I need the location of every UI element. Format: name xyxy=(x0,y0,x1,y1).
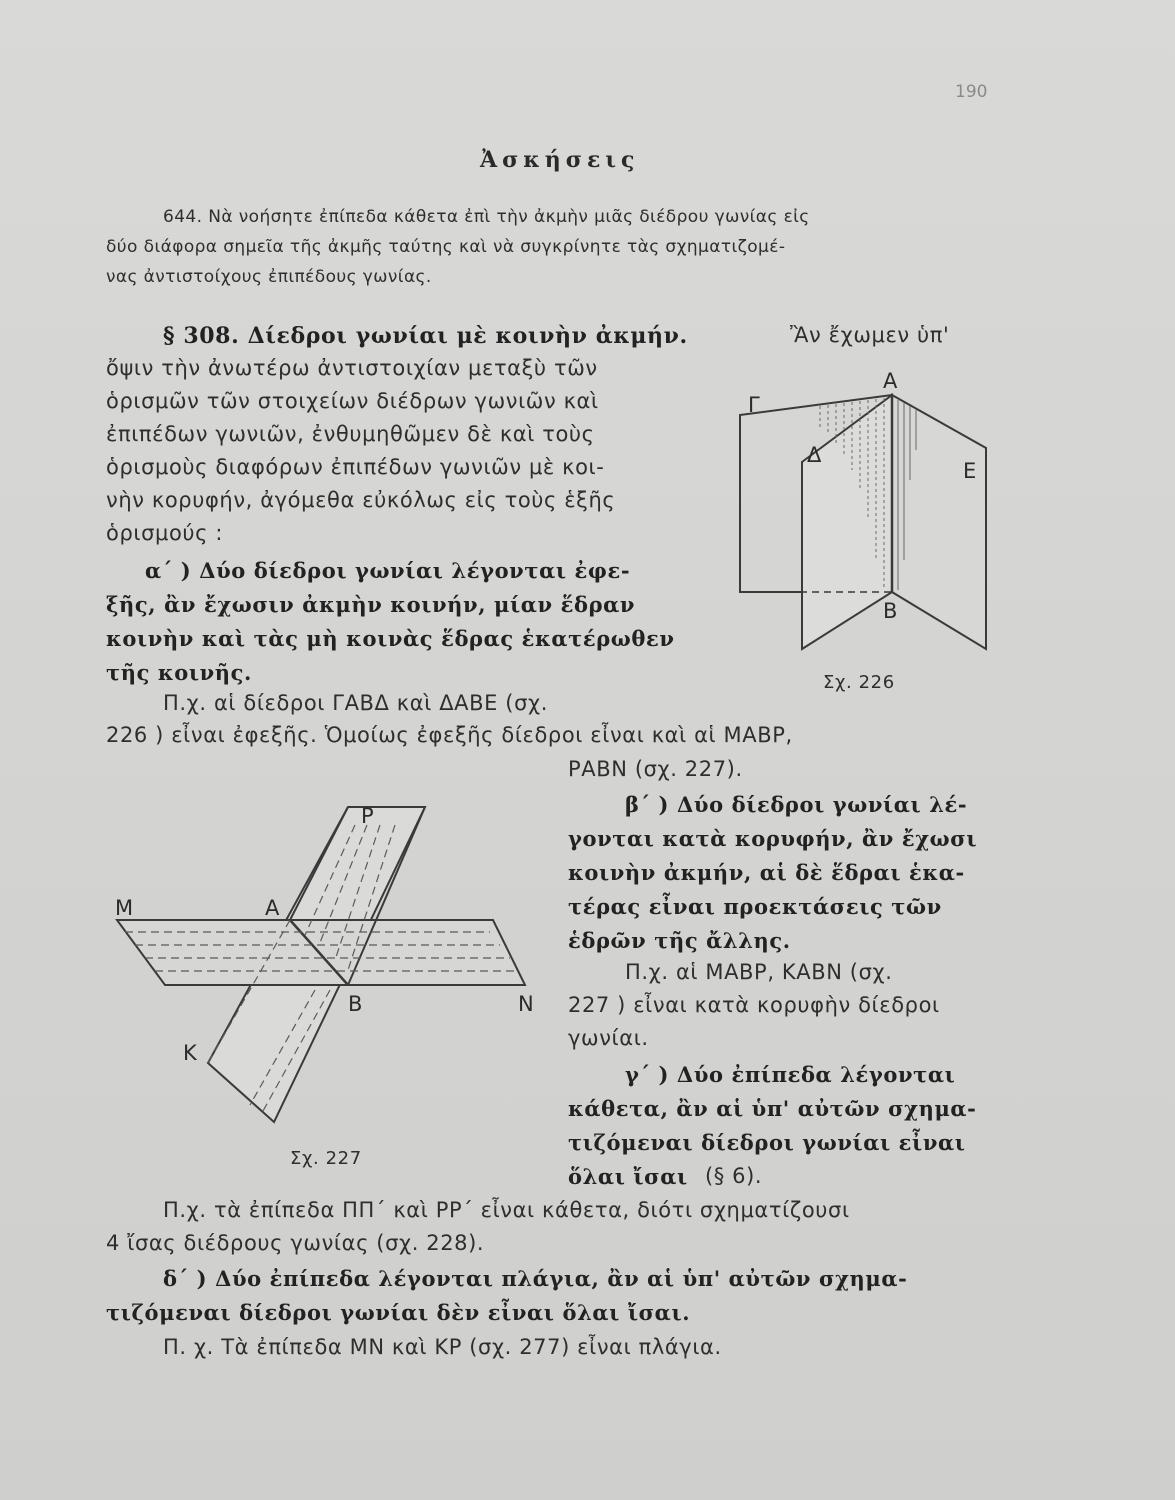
exercise-line: δύο διάφορα σημεῖα τῆς ἀκμῆς ταύτης καὶ νὰ συγκρίνητε τὰς σχηματιζομέ- xyxy=(106,237,786,257)
section-title: § 308. Δίεδροι γωνίαι μὲ κοινὴν ἀκμήν. xyxy=(163,323,688,349)
plane-mn xyxy=(117,920,525,985)
definition-line: ξῆς, ἂν ἔχωσιν ἀκμὴν κοινήν, μίαν ἕδραν xyxy=(106,592,636,617)
figure-227-caption: Σχ. 227 xyxy=(290,1148,362,1169)
label-m: M xyxy=(115,896,134,920)
plane-delta xyxy=(802,395,892,649)
example-line: Π.χ. αἱ δίεδροι ΓΑΒΔ καὶ ΔΑΒΕ (σχ. xyxy=(163,691,548,715)
intro-line: Ἂν ἔχωμεν ὑπ' xyxy=(790,323,950,347)
label-gamma: Γ xyxy=(748,393,760,417)
intro-line: ὄψιν τὴν ἀνωτέρω ἀντιστοιχίαν μεταξὺ τῶν xyxy=(106,356,598,380)
label-b: B xyxy=(348,992,363,1016)
intro-line: νὴν κορυφήν, ἀγόμεθα εὐκόλως εἰς τοὺς ἑξῆς xyxy=(106,488,616,512)
intro-line: ὁρισμούς : xyxy=(106,521,224,545)
example-line: Π.χ. τὰ ἐπίπεδα ΠΠ΄ καὶ ΡΡ΄ εἶναι κάθετα, διότι σχηματίζουσι xyxy=(163,1198,850,1222)
definition-line: κοινὴν ἀκμήν, αἱ δὲ ἕδραι ἑκα- xyxy=(568,860,965,885)
definition-line: τιζόμεναι δίεδροι γωνίαι εἶναι xyxy=(568,1130,966,1155)
definition-line: ἑδρῶν τῆς ἄλλης. xyxy=(568,928,791,953)
definition-reference: (§ 6). xyxy=(705,1164,763,1188)
definition-line: γονται κατὰ κορυφήν, ἂν ἔχωσι xyxy=(568,826,978,851)
example-line: ΡΑΒΝ (σχ. 227). xyxy=(568,757,743,781)
figure-226 xyxy=(720,360,1020,720)
plane-epsilon xyxy=(892,395,986,649)
exercise-line: 644. Νὰ νοήσητε ἐπίπεδα κάθετα ἐπὶ τὴν ἀκμὴν μιᾶς διέδρου γωνίας εἰς xyxy=(163,207,810,227)
definition-line: γ΄ ) Δύο ἐπίπεδα λέγονται xyxy=(625,1062,956,1087)
label-a: A xyxy=(883,369,898,393)
definition-line: τῆς κοινῆς. xyxy=(106,660,252,685)
label-e: E xyxy=(963,459,977,483)
definition-line: τέρας εἶναι προεκτάσεις τῶν xyxy=(568,894,942,919)
definition-line: ὅλαι ἴσαι xyxy=(568,1164,688,1189)
page-heading: Ἀσκήσεις xyxy=(480,147,640,173)
definition-line: δ΄ ) Δύο ἐπίπεδα λέγονται πλάγια, ἂν αἱ ὑπ' αὐτῶν σχημα- xyxy=(163,1266,908,1291)
definition-line: τιζόμεναι δίεδροι γωνίαι δὲν εἶναι ὅλαι ἴσαι. xyxy=(106,1300,691,1325)
label-a: A xyxy=(265,896,280,920)
exercise-line: νας ἀντιστοίχους ἐπιπέδους γωνίας. xyxy=(106,267,432,287)
label-p: P xyxy=(361,804,374,828)
page-number: 190 xyxy=(955,82,988,102)
example-d: Π. χ. Τὰ ἐπίπεδα ΜΝ καὶ ΚΡ (σχ. 277) εἶναι πλάγια. xyxy=(163,1335,722,1359)
figure-226-caption: Σχ. 226 xyxy=(823,672,895,693)
example-line: Π.χ. αἱ ΜΑΒΡ, ΚΑΒΝ (σχ. xyxy=(625,960,893,984)
example-line: 227 ) εἶναι κατὰ κορυφὴν δίεδροι xyxy=(568,993,940,1017)
definition-line: κάθετα, ἂν αἱ ὑπ' αὐτῶν σχημα- xyxy=(568,1096,977,1121)
intro-line: ὁρισμῶν τῶν στοιχείων διέδρων γωνιῶν καὶ xyxy=(106,389,599,413)
example-line: 4 ἴσας διέδρους γωνίας (σχ. 228). xyxy=(106,1231,485,1255)
definition-line: α΄ ) Δύο δίεδροι γωνίαι λέγονται ἐφε- xyxy=(145,558,631,583)
definition-line: β΄ ) Δύο δίεδροι γωνίαι λέ- xyxy=(625,792,968,817)
intro-line: ὁρισμοὺς διαφόρων ἐπιπέδων γωνιῶν μὲ κοι- xyxy=(106,455,605,479)
label-k: K xyxy=(183,1041,197,1065)
example-line: 226 ) εἶναι ἐφεξῆς. Ὁμοίως ἐφεξῆς δίεδροι εἶναι καὶ αἱ ΜΑΒΡ, xyxy=(106,723,793,747)
label-n: N xyxy=(518,992,534,1016)
definition-line: κοινὴν καὶ τὰς μὴ κοινὰς ἕδρας ἑκατέρωθεν xyxy=(106,626,675,651)
label-b: B xyxy=(883,599,898,623)
intro-line: ἐπιπέδων γωνιῶν, ἐνθυμηθῶμεν δὲ καὶ τοὺς xyxy=(106,422,595,446)
label-delta: Δ xyxy=(807,443,822,467)
example-line: γωνίαι. xyxy=(568,1026,649,1050)
figure-227 xyxy=(105,785,555,1145)
